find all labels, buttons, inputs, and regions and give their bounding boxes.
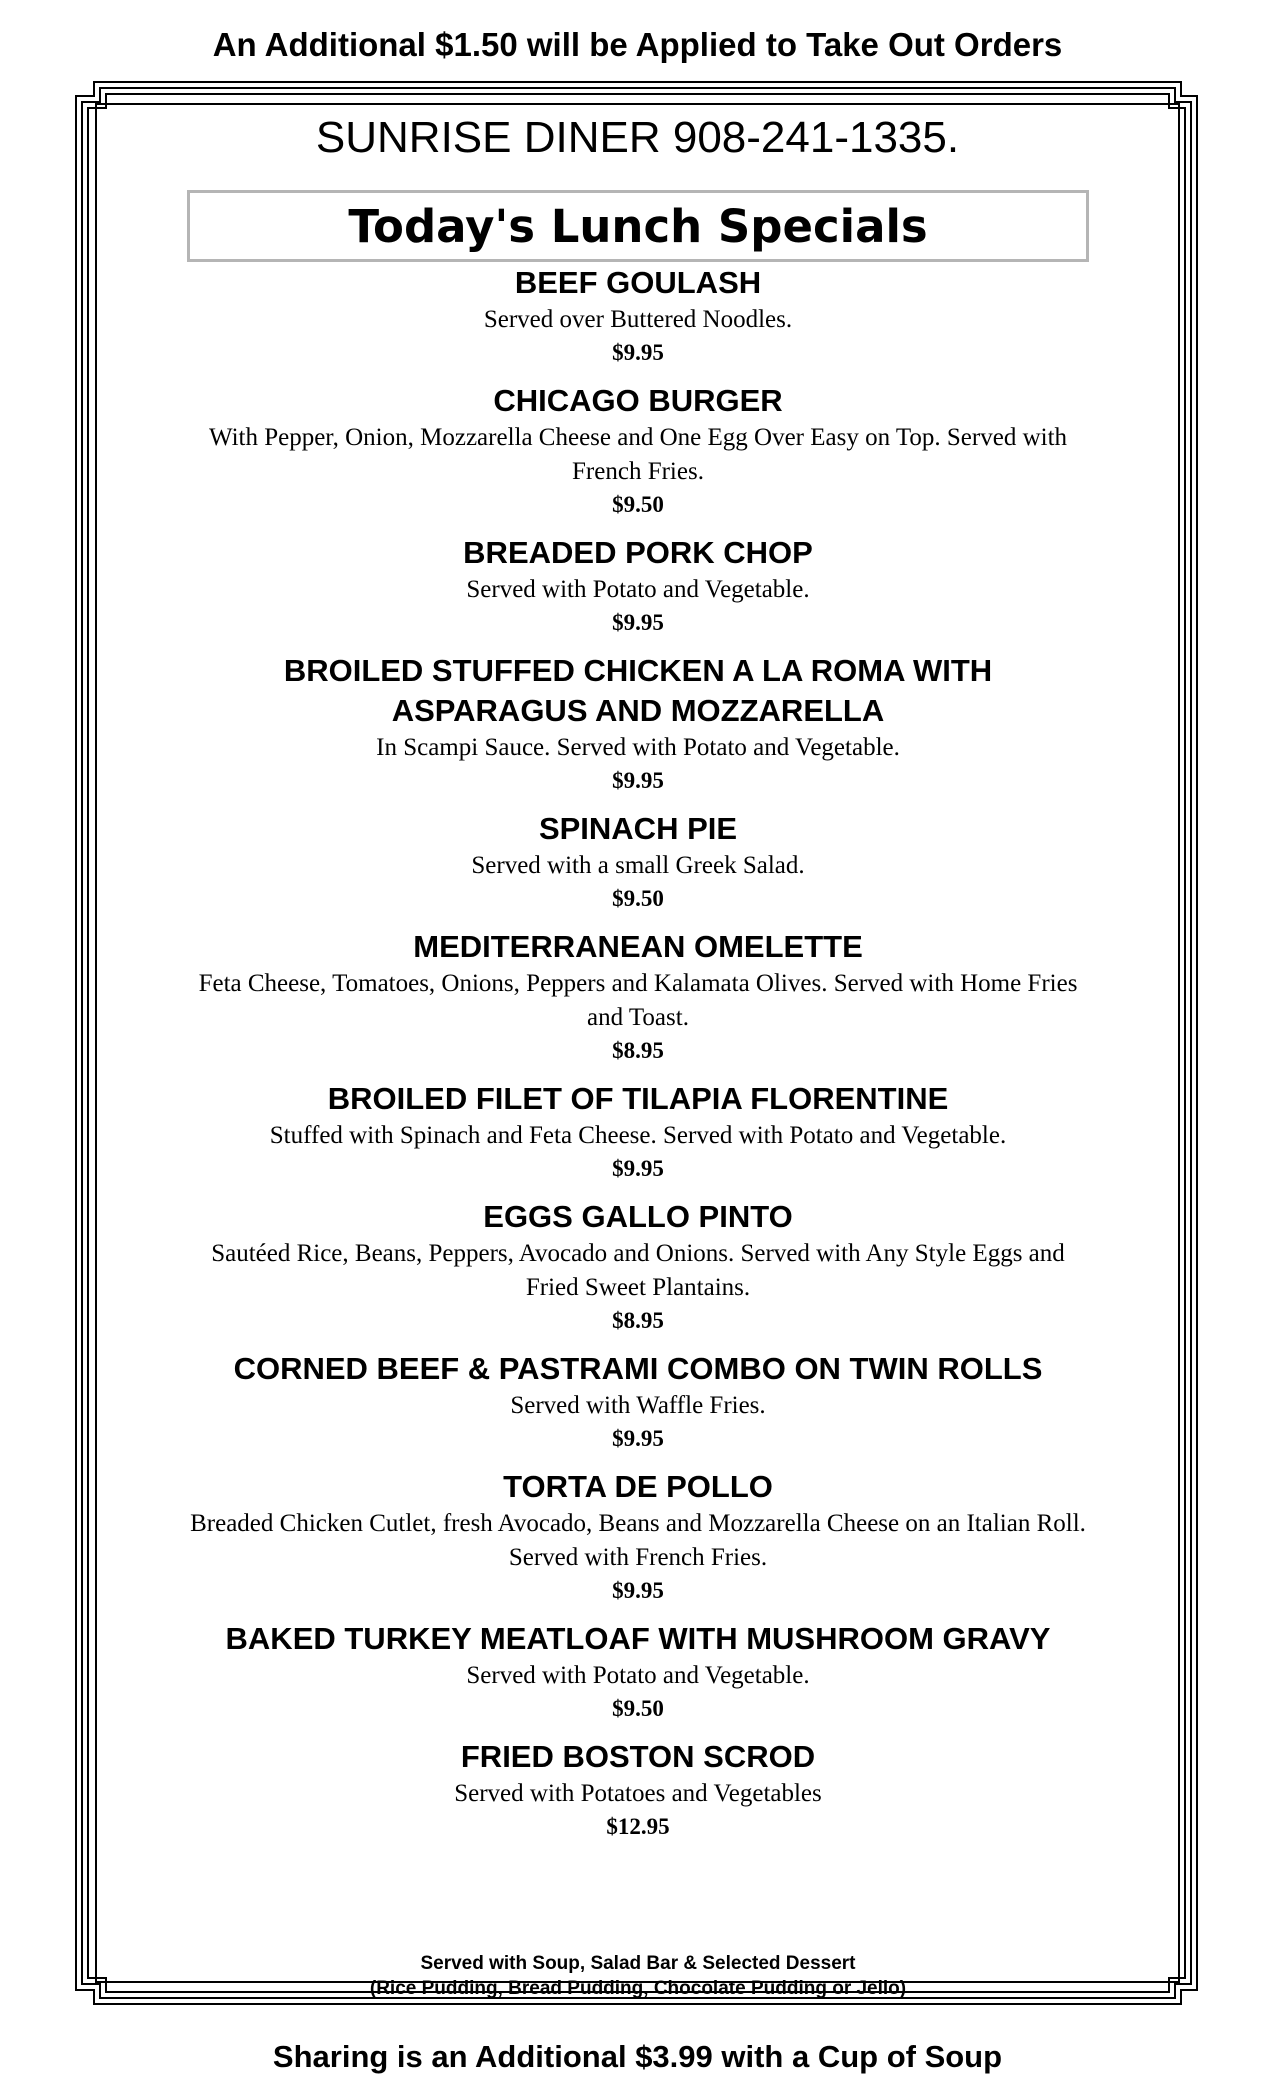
item-description: Served over Buttered Noodles. [483, 306, 793, 333]
item-name: BEEF GOULASH [514, 265, 762, 300]
item-name: TORTA DE POLLO [503, 1469, 773, 1504]
menu-item [187, 1619, 1089, 1725]
takeout-surcharge-note: An Additional $1.50 will be Applied to Take Out Orders [212, 26, 1063, 63]
item-description: Served with Potatoes and Vegetables [454, 1780, 822, 1807]
item-description: Served with a small Greek Salad. [471, 852, 805, 879]
menu-item [187, 1079, 1089, 1185]
menu-item [187, 263, 1089, 369]
item-name: EGGS GALLO PINTO [483, 1199, 793, 1234]
item-price: $9.95 [612, 1426, 664, 1451]
item-price: $8.95 [612, 1038, 664, 1063]
menu-item [187, 651, 1089, 797]
item-price: $9.50 [612, 886, 664, 911]
dessert-options-line: (Rice Pudding, Bread Pudding, Chocolate Pudding or Jello) [369, 1978, 907, 1999]
item-description: Served with Waffle Fries. [510, 1392, 766, 1419]
item-price: $9.50 [612, 492, 664, 517]
specials-heading-box [187, 190, 1089, 262]
menu-item [187, 1197, 1089, 1337]
item-description: Stuffed with Spinach and Feta Cheese. Served with Potato and Vegetable. [269, 1122, 1007, 1149]
item-description: In Scampi Sauce. Served with Potato and Vegetable. [376, 734, 900, 761]
specials-heading: Today's Lunch Specials [348, 199, 928, 253]
item-description: Served with Potato and Vegetable. [466, 576, 810, 603]
item-price: $9.95 [612, 340, 664, 365]
item-name: CHICAGO BURGER [493, 383, 783, 418]
menu-item [187, 1737, 1089, 1843]
sharing-surcharge-note: Sharing is an Additional $3.99 with a Cup of Soup [272, 2039, 1003, 2074]
item-price: $9.95 [612, 768, 664, 793]
menu-item [187, 381, 1089, 521]
item-price: $9.50 [612, 1696, 664, 1721]
item-name: BAKED TURKEY MEATLOAF WITH MUSHROOM GRAVY [225, 1621, 1051, 1656]
menu-item [187, 533, 1089, 639]
specials-list [187, 263, 1089, 1855]
item-name: FRIED BOSTON SCROD [460, 1739, 816, 1774]
item-name: BROILED FILET OF TILAPIA FLORENTINE [327, 1081, 949, 1116]
item-description: Served with Potato and Vegetable. [466, 1662, 810, 1689]
included-sides-note [187, 1951, 1089, 2001]
item-description: Feta Cheese, Tomatoes, Onions, Peppers and Kalamata Olives. Served with Home Fries and Toast. [198, 970, 1078, 1031]
item-description: Breaded Chicken Cutlet, fresh Avocado, Beans and Mozzarella Cheese on an Italian Roll. Served with French Fries. [190, 1510, 1086, 1571]
item-name: CORNED BEEF & PASTRAMI COMBO ON TWIN ROLLS [233, 1351, 1043, 1386]
menu-item [187, 1467, 1089, 1607]
item-price: $8.95 [612, 1308, 664, 1333]
menu-item [187, 927, 1089, 1067]
item-name: MEDITERRANEAN OMELETTE [413, 929, 863, 964]
item-name: SPINACH PIE [538, 811, 738, 846]
item-name: BREADED PORK CHOP [463, 535, 813, 570]
item-description: Sautéed Rice, Beans, Peppers, Avocado and Onions. Served with Any Style Eggs and Fried Sweet Plantains. [211, 1240, 1065, 1301]
item-price: $9.95 [612, 610, 664, 635]
menu-item [187, 809, 1089, 915]
included-sides-line: Served with Soup, Salad Bar & Selected Dessert [420, 1953, 856, 1974]
item-price: $12.95 [606, 1814, 670, 1839]
item-price: $9.95 [612, 1156, 664, 1181]
item-name: BROILED STUFFED CHICKEN A LA ROMA WITH ASPARAGUS AND MOZZARELLA [283, 653, 993, 728]
item-price: $9.95 [612, 1578, 664, 1603]
restaurant-name-phone: SUNRISE DINER 908-241-1335. [315, 113, 960, 162]
menu-item [187, 1349, 1089, 1455]
item-description: With Pepper, Onion, Mozzarella Cheese and One Egg Over Easy on Top. Served with French Fries. [208, 424, 1068, 485]
